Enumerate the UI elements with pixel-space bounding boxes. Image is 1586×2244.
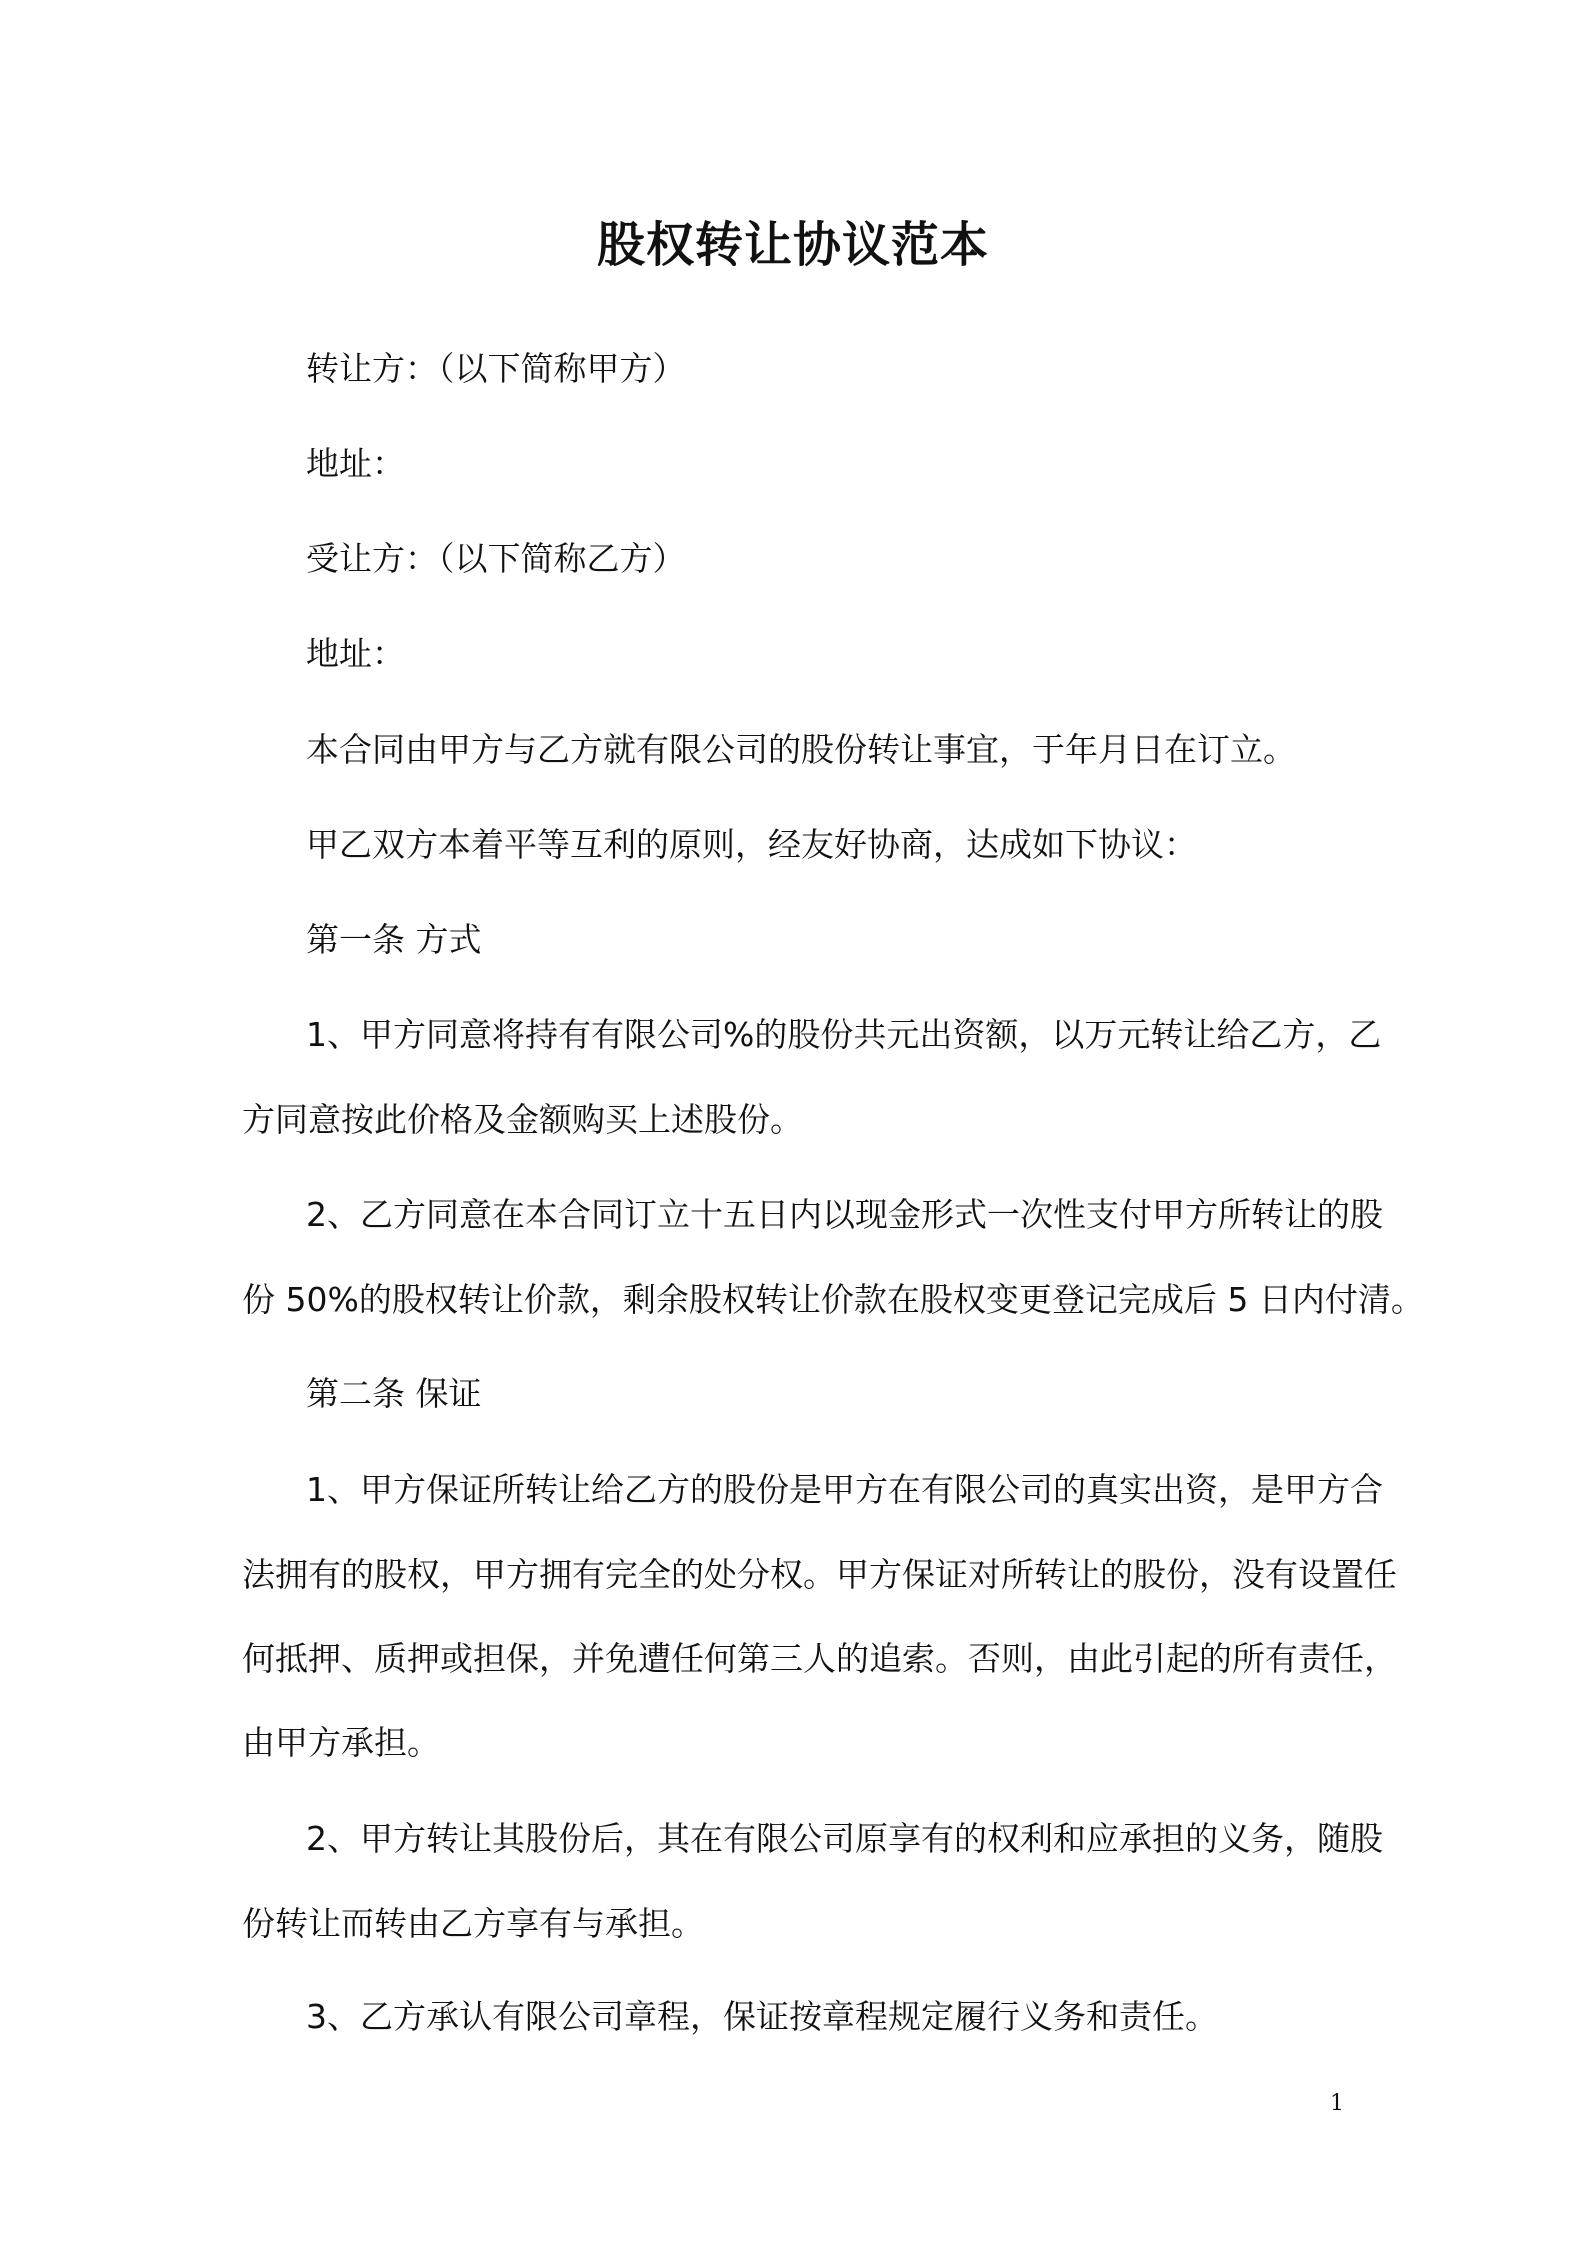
article-two-heading: 第二条 保证 xyxy=(306,1374,482,1413)
article-two-clause-3-line-1: 3、乙方承认有限公司章程，保证按章程规定履行义务和责任。 xyxy=(306,1997,1218,2036)
article-one-clause-2-line-1: 2、乙方同意在本合同订立十五日内以现金形式一次性支付甲方所转让的股 xyxy=(306,1195,1383,1234)
transferor-address-line: 地址： xyxy=(306,444,405,483)
contract-intro-line: 本合同由甲方与乙方就有限公司的股份转让事宜，于年月日在订立。 xyxy=(306,730,1296,769)
article-two-clause-1-line-3: 何抵押、质押或担保，并免遭任何第三人的追索。否则，由此引起的所有责任， xyxy=(242,1639,1397,1678)
agreement-principle-line: 甲乙双方本着平等互利的原则，经友好协商，达成如下协议： xyxy=(306,825,1197,864)
transferee-address-line: 地址： xyxy=(306,634,405,673)
transferee-line: 受让方：（以下简称乙方） xyxy=(306,539,686,578)
article-two-clause-1-line-1: 1、甲方保证所转让给乙方的股份是甲方在有限公司的真实出资，是甲方合 xyxy=(306,1470,1383,1509)
article-two-clause-2-line-1: 2、甲方转让其股份后，其在有限公司原享有的权利和应承担的义务，随股 xyxy=(306,1819,1383,1858)
page-number: 1 xyxy=(1330,2091,1344,2116)
article-two-clause-1-line-4: 由甲方承担。 xyxy=(242,1723,440,1762)
article-one-clause-1-line-2: 方同意按此价格及金额购买上述股份。 xyxy=(242,1100,803,1139)
article-one-clause-1-line-1: 1、甲方同意将持有有限公司%的股份共元出资额，以万元转让给乙方，乙 xyxy=(306,1015,1382,1054)
document-title: 股权转让协议范本 xyxy=(596,217,989,273)
article-one-clause-2-line-2: 份 50%的股权转让价款，剩余股权转让价款在股权变更登记完成后 5 日内付清。 xyxy=(242,1280,1424,1319)
article-two-clause-2-line-2: 份转让而转由乙方享有与承担。 xyxy=(242,1904,704,1943)
article-two-clause-1-line-2: 法拥有的股权，甲方拥有完全的处分权。甲方保证对所转让的股份，没有设置任 xyxy=(242,1555,1397,1594)
transferor-line: 转让方：（以下简称甲方） xyxy=(306,349,686,388)
article-one-heading: 第一条 方式 xyxy=(306,920,482,959)
